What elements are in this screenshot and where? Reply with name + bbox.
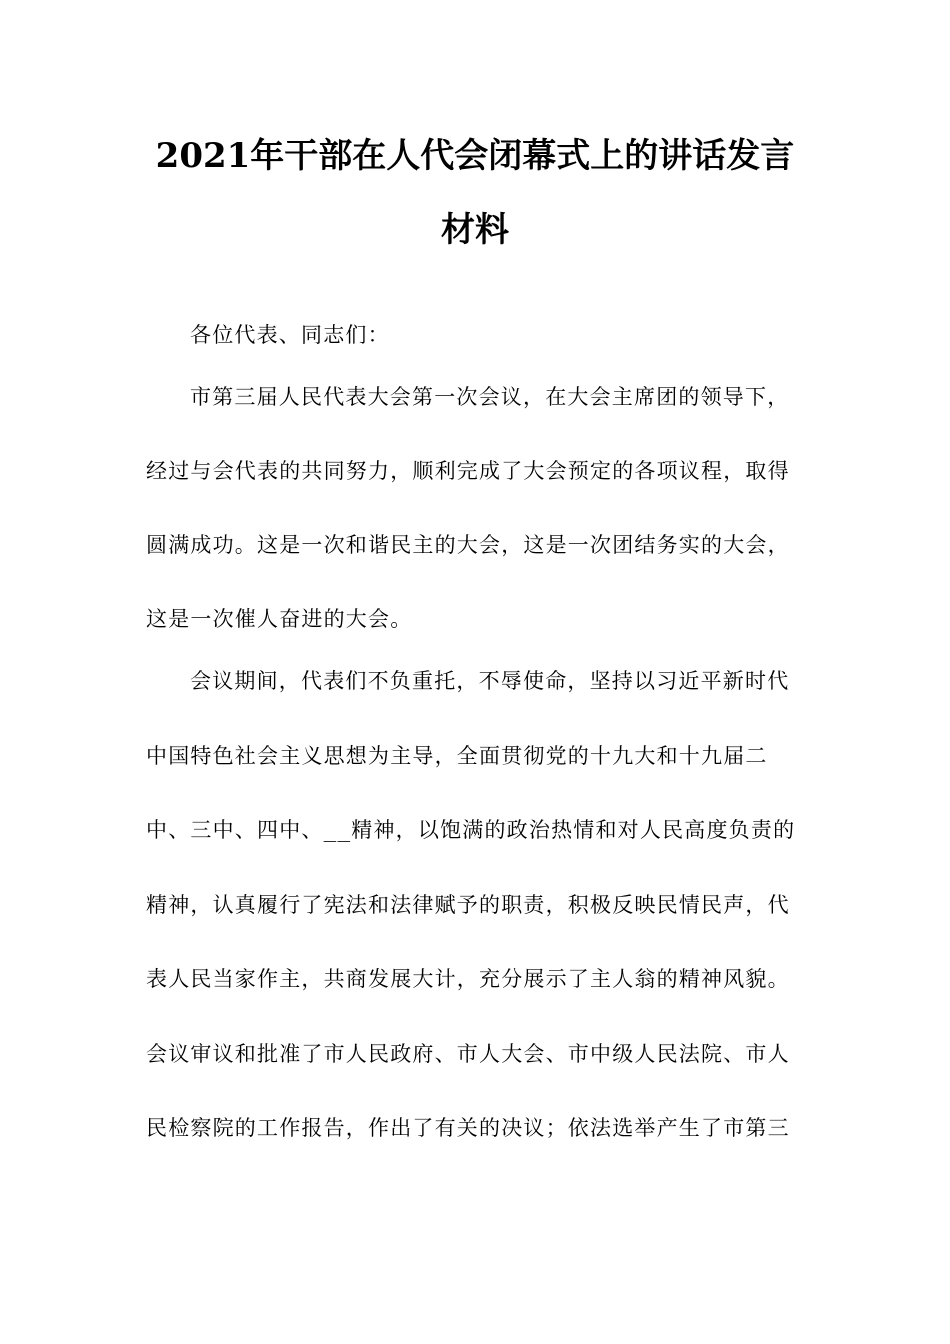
paragraph-line: 圆满成功。这是一次和谐民主的大会，这是一次团结务实的大会，	[146, 533, 790, 557]
paragraph-line: 中国特色社会主义思想为主导，全面贯彻党的十九大和十九届二	[146, 744, 768, 768]
paragraph-line: 这是一次催人奋进的大会。	[146, 607, 413, 631]
paragraph-line: 精神，认真履行了宪法和法律赋予的职责，积极反映民情民声，代	[146, 893, 790, 917]
paragraph-line: 中、三中、四中、__精神，以饱满的政治热情和对人民高度负责的	[146, 818, 796, 842]
paragraph-line: 民检察院的工作报告，作出了有关的决议；依法选举产生了市第三	[146, 1116, 790, 1140]
paragraph-line: 会议期间，代表们不负重托，不辱使命，坚持以习近平新时代	[190, 669, 790, 693]
salutation: 各位代表、同志们：	[190, 323, 390, 347]
paragraph-line: 表人民当家作主，共商发展大计，充分展示了主人翁的精神风貌。	[146, 967, 790, 991]
document-title-line-2: 材料	[441, 210, 509, 250]
paragraph-line: 市第三届人民代表大会第一次会议，在大会主席团的领导下，	[190, 385, 790, 409]
paragraph-line: 会议审议和批准了市人民政府、市人大会、市中级人民法院、市人	[146, 1042, 790, 1066]
paragraph-line: 经过与会代表的共同努力，顺利完成了大会预定的各项议程，取得	[146, 459, 790, 483]
document-title-line-1: 2021年干部在人代会闭幕式上的讲话发言	[155, 136, 795, 176]
